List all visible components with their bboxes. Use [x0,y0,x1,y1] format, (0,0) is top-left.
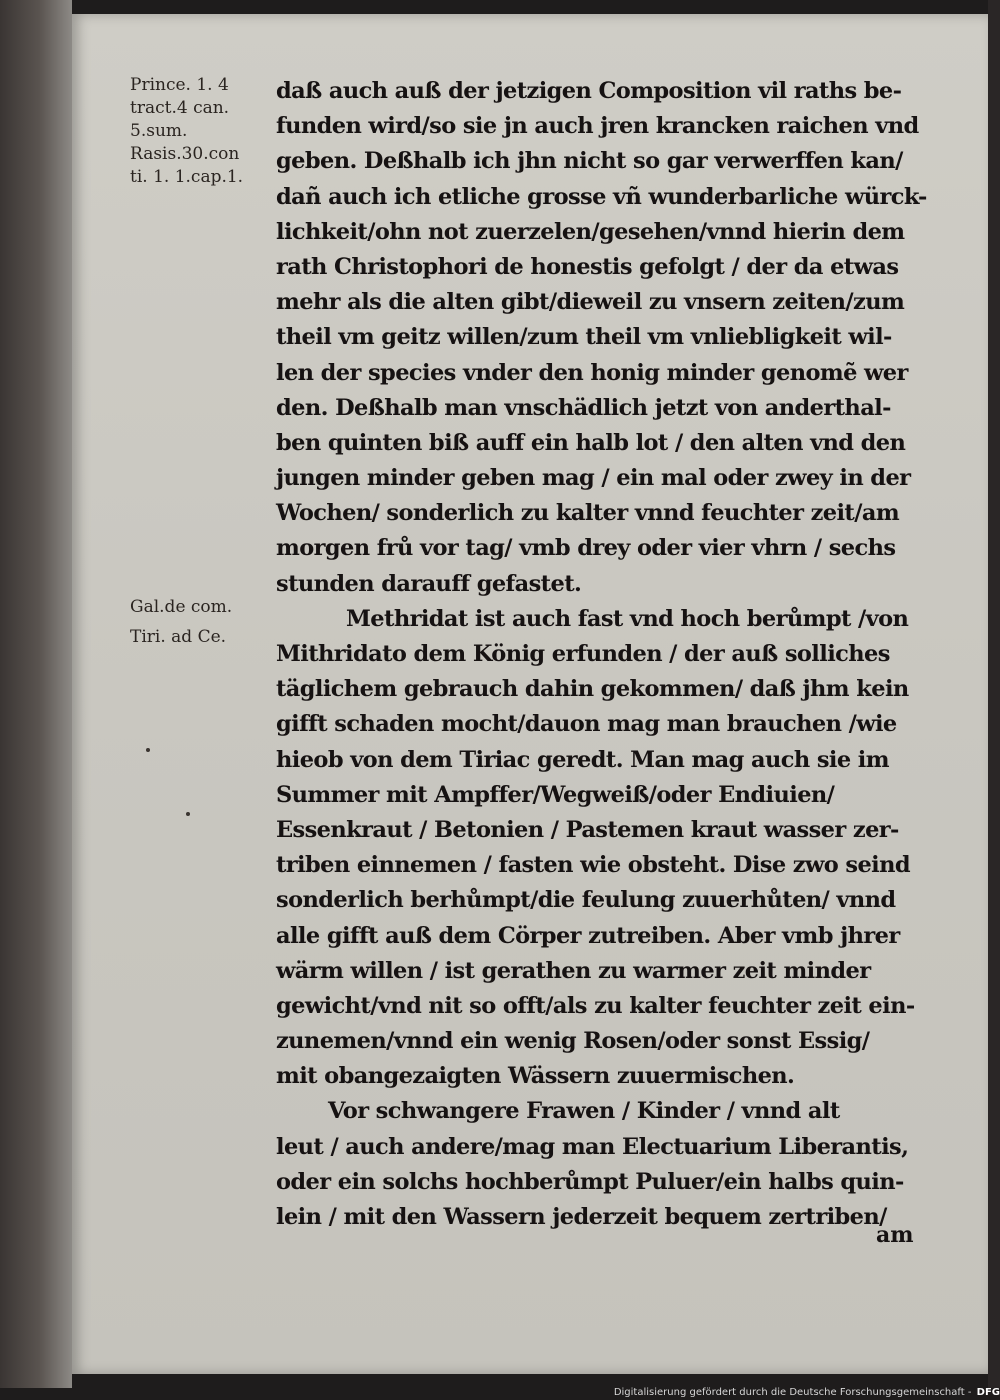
margin-note-line: 5.sum. [130,121,188,141]
text-line: geben. Deßhalb ich jhn nicht so gar verwerffen kan/ [276,148,903,175]
text-line: Mithridato dem König erfunden / der auß solliches [276,641,890,667]
text-line: rath Christophori de honestis gefolgt / der da etwas [276,253,899,280]
text-line: Essenkraut / Betonien / Pastemen kraut wasser zer- [276,816,899,843]
book-spine-shadow [0,0,72,1388]
margin-note-line: Rasis.30.con [130,144,240,164]
text-line: hieob von dem Tiriac geredt. Man mag auch sie im [276,746,889,773]
text-line: gewicht/vnd nit so offt/als zu kalter feuchter zeit ein- [276,992,915,1019]
text-line: mit obangezaigten Wässern zuuermischen. [276,1063,795,1090]
text-line: zunemen/vnnd ein wenig Rosen/oder sonst Essig/ [276,1028,870,1055]
text-line-paragraph-start: Vor schwangere Frawen / Kinder / vnnd alt [328,1098,840,1125]
margin-note-line: Tiri. ad Ce. [130,627,227,647]
margin-note-line: tract.4 can. [130,98,230,118]
text-line: den. Deßhalb man vnschädlich jetzt von anderthal- [276,394,891,421]
page-edge [988,0,1000,1388]
text-line: gifft schaden mocht/dauon mag man brauchen /wie [276,711,897,738]
margin-note-line: Prince. 1. 4 [130,75,229,95]
text-line: funden wird/so sie jn auch jren krancken raichen vnd [276,113,919,140]
text-line: leut / auch andere/mag man Electuarium Liberantis, [276,1133,909,1160]
margin-note-line: ti. 1. 1.cap.1. [130,167,244,187]
text-line: lein / mit den Wassern jederzeit bequem zertriben/ [276,1204,887,1230]
margin-note-group-2 [130,592,280,652]
text-line: täglichem gebrauch dahin gekommen/ daß jhm kein [276,676,909,703]
text-line: jungen minder geben mag / ein mal oder zwey in der [276,465,911,492]
text-line: stunden darauff gefastet. [276,570,582,597]
text-line-paragraph-start: Methridat ist auch fast vnd hoch berůmpt /von [346,605,909,632]
margin-note-group-1 [130,74,280,189]
text-line: daß auch auß der jetzigen Composition vil raths be- [276,78,902,104]
credit-text: Digitalisierung gefördert durch die Deutsche Forschungsgemeinschaft - [613,1387,972,1398]
text-line: Wochen/ sonderlich zu kalter vnnd feuchter zeit/am [276,500,900,527]
text-line: mehr als die alten gibt/dieweil zu vnsern zeiten/zum [276,289,905,316]
catchword: am [876,1222,914,1248]
ink-speck [186,812,190,816]
body-text [276,74,926,1235]
text-line: dañ auch ich etliche grosse vñ wunderbarliche würck- [276,183,927,210]
text-line: theil vm geitz willen/zum theil vm vnliebligkeit wil- [276,324,892,351]
text-line: sonderlich berhůmpt/die feulung zuuerhůten/ vnnd [276,887,896,914]
text-line: len der species vnder den honig minder genomẽ wer [276,359,908,386]
dfg-logo: DFG [976,1387,1000,1398]
margin-note-line: Gal.de com. [130,597,233,617]
ink-speck [146,748,150,752]
text-line: alle gifft auß dem Cörper zutreiben. Aber vmb jhrer [276,922,900,949]
text-line: oder ein solchs hochberůmpt Puluer/ein halbs quin- [276,1168,904,1195]
text-line: morgen frů vor tag/ vmb drey oder vier vhrn / sechs [276,535,896,562]
text-line: Summer mit Ampffer/Wegweiß/oder Endiuien/ [276,781,835,808]
text-line: wärm willen / ist gerathen zu warmer zeit minder [276,957,871,984]
text-line: lichkeit/ohn not zuerzelen/gesehen/vnnd hierin dem [276,218,905,245]
text-line: ben quinten biß auff ein halb lot / den alten vnd den [276,429,906,456]
text-line: triben einnemen / fasten wie obsteht. Dise zwo seind [276,852,911,879]
digitization-credit [610,1386,1000,1400]
